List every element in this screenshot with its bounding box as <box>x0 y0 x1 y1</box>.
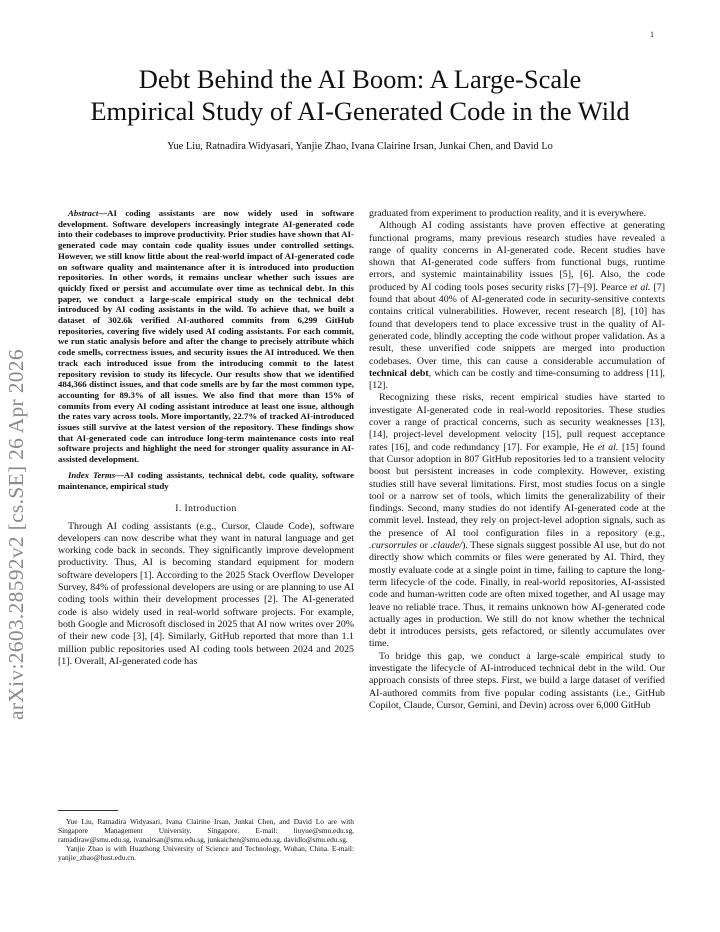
p1-text-b: [7] found that about 40% of AI-generated code in security-sensitive contexts contains critical vulnerabilities. However, recent research [8], [10] has found that developers tend to place excessive trust in the quality of AI-generated code, blindly accepting the code without proper validation. As a result, these unverified code snippets are merged into production codebases. Over time, this can cause a considerable accumulation of <box>369 281 666 367</box>
right-paragraph-3: To bridge this gap, we conduct a large-scale empirical study to investigate the lifecycle of AI-introduced technical debt in the wild. Our approach consists of three steps. First, we build a large dataset of verified AI-authored commits from five popular coding assistants (i.e., GitHub Copilot, Claude, Cursor, Gemini, and Devin) across over 6,000 GitHub <box>369 650 665 711</box>
footnote-rule <box>58 810 118 811</box>
title-line-2: Empirical Study of AI-Generated Code in the Wild <box>90 96 630 126</box>
right-paragraph-2 <box>369 392 665 650</box>
p2-or: or <box>417 540 431 552</box>
title-line-1: Debt Behind the AI Boom: A Large-Scale <box>138 64 582 94</box>
intro-paragraph-1: Through AI coding assistants (e.g., Cursor, Claude Code), software developers can now describe what they want in natural language and get working code back in seconds. They significantly improve development productivity. Thus, AI is becoming standard equipment for modern software developers [1]. According to the 2025 Stack Overflow Developer Survey, 84% of professional developers are using or are planning to use AI coding tools within their development processes [2]. The AI-generated code is also widely used in real-world software projects. For example, both Google and Microsoft disclosed in 2025 that AI now writes over 20% of their new code [3], [4]. Similarly, GitHub reported that more than 1.1 million public repositories used AI coding tools between 2024 and 2025 [1]. Overall, AI-generated code has <box>58 520 354 667</box>
right-paragraph-1 <box>369 220 665 392</box>
right-paragraph-0: graduated from experiment to production reality, and it is everywhere. <box>369 208 647 219</box>
index-terms-text: —AI coding assistants, technical debt, code quality, software maintenance, empirical study <box>58 469 354 491</box>
abstract <box>58 208 354 465</box>
footnotes <box>58 817 354 862</box>
abstract-text: —AI coding assistants are now widely used in software development. Software developers increasingly integrate AI-generated code into their codebases to improve productivity. Prior studies have shown that AI-generated code may contain code quality issues under controlled settings. However, we still know little about the real-world impact of AI-generated code on software quality and maintenance after it is introduced into production repositories. In other words, it remains unclear whether such issues are quickly fixed or persist and accumulate over time as technical debt. In this paper, we conduct a large-scale empirical study on the technical debt introduced by AI coding assistants in the wild. To achieve that, we built a dataset of 302.6k verified AI-authored commits from 6,299 GitHub repositories, covering five widely used AI coding assistants. For each commit, we run static analysis before and after the change to precisely attribute which code smells, correctness issues, and security issues the AI introduced. We then track each introduced issue from the introducing commit to the latest repository revision to study its lifecycle. Our results show that we identified 484,366 distinct issues, and that code smells are by far the most common type, accounting for 89.3% of all issues. We also find that more than 15% of commits from every AI coding assistant introduce at least one issue, although the rates vary across tools. More importantly, 22.7% of tracked AI-introduced issues still survive at the latest version of the repository. These findings show that AI-generated code can introduce long-term maintenance costs into real software projects and highlight the need for stronger quality assurance in AI-assisted development. <box>58 208 354 465</box>
p2-text-c: ). These signals suggest possible AI use, but do not directly show which commits or files were generated by AI. Third, they mostly evaluate code at a single point in time, failing to capture the long-term lifecycle of the code. Finally, in real-world repositories, AI-assisted code and human-written code are often mixed together, and AI usage may leave no reliable trace. Thus, it remains unknown how AI-generated code actually ages in production. We still do not know whether the technical debt it introduces persists, gets refactored, or silently accumulates over time. <box>369 540 665 650</box>
page-number: 1 <box>650 30 654 39</box>
right-column <box>369 208 665 712</box>
p2-code-2: .claude/ <box>430 540 463 552</box>
index-terms <box>58 470 354 491</box>
p1-bold-term: technical debt <box>369 367 429 379</box>
footnote-2: Yanjie Zhao is with Huazhong University of Science and Technology, Wuhan, China. E-mail: yanjie_zhao@hust.edu.cn. <box>58 844 354 862</box>
arxiv-stamp: arXiv:2603.28592v2 [cs.SE] 26 Apr 2026 <box>4 349 28 720</box>
footnote-1: Yue Liu, Ratnadira Widyasari, Ivana Clairine Irsan, Junkai Chen, and David Lo are with Singapore Management University, Singapore. E-mail: liuyue@smu.edu.sg, ratnadiraw@smu.edu.sg, ivanairsan@smu.edu.sg, junkaichen@smu.edu.sg, davidlo@smu.edu.sg. <box>58 817 354 844</box>
p1-etal: et al. <box>630 281 651 293</box>
p1-text-a: Although AI coding assistants have proven effective at generating functional programs, many previous research studies have revealed a range of quality concerns in AI-generated code. Recent studies have shown that AI-generated code suffers from functional bugs, runtime errors, and systemic maintainability issues [5], [6]. Also, the code produced by AI coding tools poses security risks [7]–[9]. Pearce <box>369 220 665 293</box>
p2-code-1: .cursorrules <box>369 540 418 552</box>
p2-text-a: Recognizing these risks, recent empirical studies have started to investigate AI-generated code in real-world repositories. These studies cover a range of practical concerns, such as security weaknesses [13], [14], project-level development velocity [15], pull request acceptance rates [16], and code redundancy [17]. For example, He <box>369 392 665 453</box>
paper-title <box>40 63 680 127</box>
abstract-label: Abstract <box>68 208 99 218</box>
p2-etal: et al. <box>597 441 619 453</box>
index-terms-label: Index Terms <box>68 469 116 480</box>
section-heading: I. Introduction <box>175 503 237 515</box>
p1-text-c: , which can be costly and time-consuming to address [11], [12]. <box>369 367 665 392</box>
author-list: Yue Liu, Ratnadira Widyasari, Yanjie Zhao, Ivana Clairine Irsan, Junkai Chen, and David Lo <box>167 141 553 152</box>
left-column <box>58 208 354 668</box>
p2-text-b: [15] found that Cursor adoption in 807 GitHub repositories led to a transient velocity boost but persistent increases in code complexity. However, existing studies still have several limitations. First, most studies focus on a single tool or a narrow set of tools, which limits the generalizability of their findings. Second, many studies do not identify AI-generated code at the commit level. Instead, they rely on project-level adoption signals, such as the presence of AI tool configuration files in a repository (e.g., <box>369 441 666 539</box>
